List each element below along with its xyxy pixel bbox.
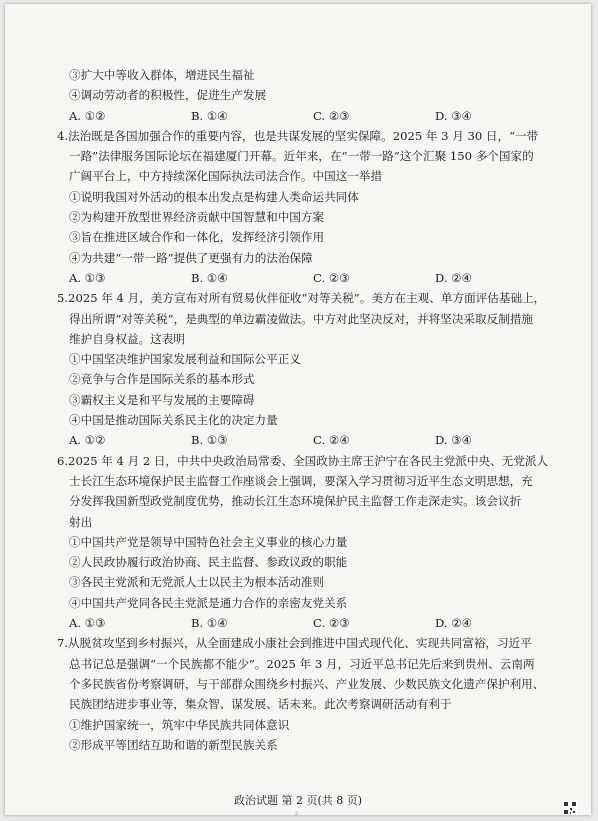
question-stem-line: 4.法治既是各国加强合作的重要内容，也是共谋发展的坚实保障。2025 年 3 月 30 日，“一带 (57, 128, 539, 143)
qr-code-icon (563, 801, 577, 815)
choice-a: A. ①② (69, 108, 106, 123)
question-stem-line: 分发挥我国新型政党制度优势，推动长江生态环境保护民主监督工作走深走实。该会议折 (69, 494, 522, 509)
choice-d: D. ③④ (435, 433, 473, 448)
option: ①维护国家统一，筑牢中华民族共同体意识 (69, 717, 290, 732)
exam-content (57, 65, 557, 755)
question-stem-line: 射出 (69, 514, 93, 529)
option: ④为共建“一带一路”提供了更强有力的法治保障 (69, 250, 313, 265)
choice-d: D. ③④ (435, 108, 473, 123)
choice-d: D. ②④ (435, 616, 473, 631)
answer-choices (57, 106, 557, 126)
choice-b: B. ①③ (191, 433, 228, 448)
question-stem-line: 6.2025 年 4 月 2 日，中共中央政治局常委、全国政协主席王沪宁在各民主党派中央、无党派人 (57, 453, 549, 468)
question-stem-line: 7.从脱贫攻坚到乡村振兴，从全面建成小康社会到推进中国式现代化、实现共同富裕，习近平 (57, 636, 532, 651)
option: ②竞争与合作是国际关系的基本形式 (69, 372, 255, 387)
question-6 (57, 451, 557, 634)
question-stem-line: 士长江生态环境保护民主监督工作座谈会上强调，要深入学习贯彻习近平生态文明思想，充 (69, 473, 533, 488)
choice-a: A. ①③ (69, 616, 106, 631)
choice-b: B. ①④ (191, 108, 228, 123)
option: ④调动劳动者的积极性，促进生产发展 (69, 88, 267, 103)
choice-d: D. ②④ (435, 270, 473, 285)
question-7 (57, 633, 557, 755)
question-stem-line: 个多民族省份考察调研，与干部群众围绕乡村振兴、产业发展、少数民族文化遗产保护利用、 (69, 676, 545, 691)
page-footer: 政治试题 第 2 页(共 8 页) (233, 794, 363, 807)
choice-a: A. ①② (69, 433, 106, 448)
option: ③扩大中等收入群体，增进民生福祉 (69, 68, 255, 82)
option: ②人民政协履行政治协商、民主监督、参政议政的职能 (69, 555, 348, 570)
option: ①中国坚决维护国家发展利益和国际公平正义 (69, 352, 301, 367)
question-stem-line: 一路”法律服务国际论坛在福建厦门开幕。近年来，在“一带一路”这个汇聚 150 多个国家的 (69, 149, 534, 164)
choice-c: C. ②③ (313, 270, 350, 285)
question-stem-line: 5.2025 年 4 月，美方宣布对所有贸易伙伴征收“对等关税”。美方在主观、单方面评估基础上， (57, 291, 546, 306)
option: ①中国共产党是领导中国特色社会主义事业的核心力量 (69, 534, 348, 549)
choice-c: C. ②③ (313, 616, 350, 631)
option: ②为构建开放型世界经济贡献中国智慧和中国方案 (69, 210, 325, 225)
answer-choices (57, 268, 557, 288)
question-5 (57, 288, 557, 450)
choice-c: C. ②③ (313, 108, 350, 123)
option: ②形成平等团结互助和谐的新型民族关系 (69, 737, 278, 752)
option: ③各民主党派和无党派人士以民主为根本活动准则 (69, 575, 325, 590)
choice-c: C. ②④ (313, 433, 350, 448)
choice-b: B. ①④ (191, 616, 228, 631)
option: ③霸权主义是和平与发展的主要障碍 (69, 392, 255, 407)
exam-page (5, 4, 591, 815)
option: ①说明我国对外活动的根本出发点是构建人类命运共同体 (69, 189, 359, 204)
option: ④中国是推动国际关系民主化的决定力量 (69, 413, 278, 428)
question-stem-line: 得出所谓“对等关税”，是典型的单边霸凌做法。中方对此坚决反对，并将坚决采取反制措施 (69, 311, 534, 326)
answer-choices (57, 613, 557, 633)
option: ④中国共产党同各民主党派是通力合作的亲密友党关系 (69, 595, 348, 610)
question-4 (57, 126, 557, 288)
question-stem-line: 广阔平台上，中方持续深化国际执法司法合作。中国这一举措 (69, 169, 383, 184)
scanner-stamp (563, 801, 577, 815)
answer-choices (57, 430, 557, 450)
choice-b: B. ①④ (191, 270, 228, 285)
question-stem-line: 民族团结进步事业等，集众智、谋发展、话未来。此次考察调研活动有利于 (69, 697, 452, 712)
page-mark: 2 (295, 811, 299, 815)
option: ③旨在推进区域合作和一体化，发挥经济引领作用 (69, 230, 325, 245)
question-stem-line: 总书记总是强调“一个民族都不能少”。2025 年 3 月，习近平总书记先后来到贵州、云南两 (69, 656, 535, 671)
choice-a: A. ①③ (69, 270, 106, 285)
question-stem-line: 维护自身权益。这表明 (69, 331, 185, 346)
previous-question-tail (57, 65, 557, 126)
